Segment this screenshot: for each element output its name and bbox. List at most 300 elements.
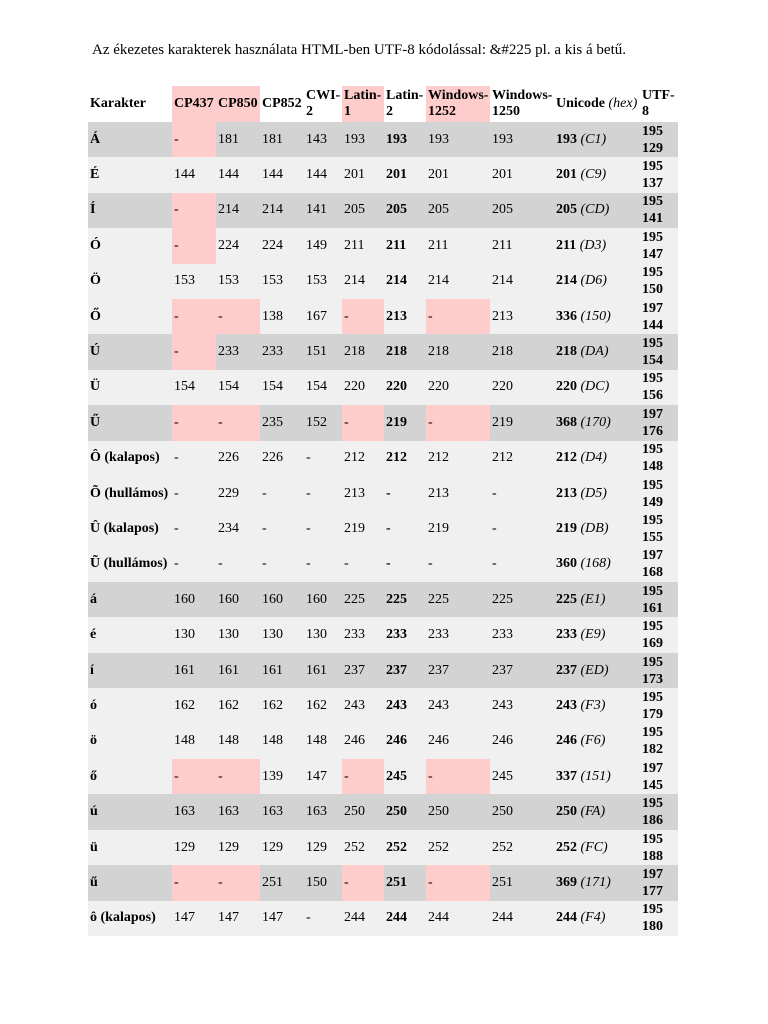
utf8-byte-2: 148 (642, 459, 663, 475)
latin1-cell: - (342, 759, 384, 794)
windows1250-cell: 245 (490, 759, 554, 794)
latin2-cell: - (384, 511, 426, 546)
cp437-cell: - (172, 228, 216, 263)
utf8-byte-1: 195 (642, 442, 663, 458)
utf8-cell (640, 830, 678, 865)
table-row (88, 264, 678, 299)
header-unicode (554, 86, 640, 122)
windows1250-cell: - (490, 547, 554, 582)
table-row (88, 193, 678, 228)
cp852-cell: - (260, 547, 304, 582)
unicode-cell (554, 901, 640, 936)
utf8-byte-1: 195 (642, 796, 663, 812)
cp437-cell: - (172, 476, 216, 511)
windows1250-cell: 213 (490, 299, 554, 334)
utf8-byte-1: 195 (642, 512, 663, 528)
utf8-cell (640, 759, 678, 794)
latin1-cell: 218 (342, 334, 384, 369)
utf8-cell (640, 617, 678, 652)
header-cp437: CP437 (172, 86, 216, 122)
cp437-cell: 144 (172, 157, 216, 192)
unicode-decimal: 201 (556, 167, 577, 183)
windows1252-cell: 213 (426, 476, 490, 511)
utf8-byte-1: 195 (642, 654, 663, 670)
latin1-cell: 244 (342, 901, 384, 936)
windows1250-cell: 220 (490, 370, 554, 405)
cp850-cell: 129 (216, 830, 260, 865)
cp850-cell: - (216, 299, 260, 334)
cp850-cell: 214 (216, 193, 260, 228)
cwi2-cell: 129 (304, 830, 342, 865)
utf8-cell (640, 724, 678, 759)
cp852-cell: - (260, 476, 304, 511)
windows1252-cell: - (426, 547, 490, 582)
cwi2-cell: 151 (304, 334, 342, 369)
cp437-cell: 161 (172, 653, 216, 688)
utf8-cell (640, 441, 678, 476)
latin2-cell: 213 (384, 299, 426, 334)
windows1250-cell: 205 (490, 193, 554, 228)
latin2-cell: 201 (384, 157, 426, 192)
windows1250-cell: 243 (490, 688, 554, 723)
cp852-cell: 129 (260, 830, 304, 865)
unicode-hex: (DC) (580, 379, 610, 395)
cp850-cell: 148 (216, 724, 260, 759)
latin2-cell: 212 (384, 441, 426, 476)
cp852-cell: 163 (260, 794, 304, 829)
utf8-cell (640, 193, 678, 228)
cp850-cell: 224 (216, 228, 260, 263)
character-cell: ô (kalapos) (88, 901, 172, 936)
latin1-cell: 243 (342, 688, 384, 723)
table-row (88, 547, 678, 582)
unicode-hex: (150) (580, 308, 611, 324)
utf8-byte-1: 195 (642, 371, 663, 387)
utf8-byte-2: 156 (642, 388, 663, 404)
unicode-decimal: 225 (556, 591, 577, 607)
table-row (88, 122, 678, 157)
cp852-cell: 162 (260, 688, 304, 723)
unicode-hex: (FC) (580, 839, 608, 855)
utf8-byte-2: 179 (642, 706, 663, 722)
utf8-cell (640, 901, 678, 936)
unicode-decimal: 237 (556, 662, 577, 678)
cp852-cell: 226 (260, 441, 304, 476)
cp850-cell: - (216, 759, 260, 794)
cp850-cell: 234 (216, 511, 260, 546)
cp852-cell: 138 (260, 299, 304, 334)
character-cell: Ũ (hullámos) (88, 547, 172, 582)
cp850-cell: 162 (216, 688, 260, 723)
cp437-cell: 154 (172, 370, 216, 405)
unicode-hex: (CD) (580, 202, 610, 218)
latin1-cell: 214 (342, 264, 384, 299)
table-row (88, 511, 678, 546)
utf8-byte-2: 144 (642, 317, 663, 333)
windows1252-cell: 219 (426, 511, 490, 546)
latin1-cell: 201 (342, 157, 384, 192)
cp437-cell: - (172, 193, 216, 228)
table-row (88, 228, 678, 263)
header-utf8: UTF-8 (642, 88, 675, 119)
windows1250-cell: 252 (490, 830, 554, 865)
character-cell: Ű (88, 405, 172, 440)
table-row (88, 653, 678, 688)
table-row (88, 405, 678, 440)
utf8-byte-2: 182 (642, 742, 663, 758)
windows1252-cell: 218 (426, 334, 490, 369)
unicode-cell (554, 157, 640, 192)
cp437-cell: - (172, 405, 216, 440)
utf8-byte-2: 169 (642, 636, 663, 652)
unicode-cell (554, 582, 640, 617)
unicode-cell (554, 653, 640, 688)
unicode-cell (554, 688, 640, 723)
windows1250-cell: 218 (490, 334, 554, 369)
windows1252-cell: 233 (426, 617, 490, 652)
utf8-byte-1: 197 (642, 866, 663, 882)
header-cwi2: CWI-2 (306, 88, 341, 119)
unicode-cell (554, 405, 640, 440)
utf8-cell (640, 228, 678, 263)
unicode-decimal: 213 (556, 485, 577, 501)
utf8-byte-2: 180 (642, 919, 663, 935)
cp852-cell: 148 (260, 724, 304, 759)
unicode-hex: (170) (580, 414, 611, 430)
table-row (88, 476, 678, 511)
unicode-decimal: 212 (556, 450, 577, 466)
cp850-cell: 229 (216, 476, 260, 511)
cwi2-cell: 160 (304, 582, 342, 617)
cp437-cell: 153 (172, 264, 216, 299)
windows1250-cell: 219 (490, 405, 554, 440)
cp437-cell: - (172, 122, 216, 157)
latin2-cell: 220 (384, 370, 426, 405)
cp852-cell: 251 (260, 865, 304, 900)
latin2-cell: 225 (384, 582, 426, 617)
cp852-cell: 154 (260, 370, 304, 405)
cwi2-cell: 150 (304, 865, 342, 900)
cp852-cell: 144 (260, 157, 304, 192)
unicode-decimal: 360 (556, 556, 577, 572)
utf8-byte-1: 197 (642, 300, 663, 316)
unicode-decimal: 252 (556, 839, 577, 855)
utf8-byte-1: 195 (642, 725, 663, 741)
utf8-byte-1: 195 (642, 583, 663, 599)
unicode-cell (554, 865, 640, 900)
unicode-hex: (E9) (580, 627, 606, 643)
cp852-cell: - (260, 511, 304, 546)
windows1250-cell: 211 (490, 228, 554, 263)
cp850-cell: 160 (216, 582, 260, 617)
encoding-table (88, 86, 678, 936)
unicode-decimal: 219 (556, 520, 577, 536)
character-cell: Ú (88, 334, 172, 369)
unicode-hex: (D6) (580, 273, 607, 289)
cp852-cell: 233 (260, 334, 304, 369)
latin1-cell: 233 (342, 617, 384, 652)
unicode-cell (554, 228, 640, 263)
utf8-cell (640, 653, 678, 688)
utf8-byte-1: 197 (642, 760, 663, 776)
unicode-decimal: 368 (556, 414, 577, 430)
header-windows1250: Windows-1250 (492, 88, 553, 119)
windows1250-cell: 251 (490, 865, 554, 900)
latin1-cell: 246 (342, 724, 384, 759)
windows1252-cell: 193 (426, 122, 490, 157)
utf8-byte-2: 147 (642, 246, 663, 262)
latin1-cell: - (342, 865, 384, 900)
utf8-byte-1: 195 (642, 689, 663, 705)
latin2-cell: - (384, 547, 426, 582)
utf8-byte-2: 186 (642, 813, 663, 829)
windows1252-cell: 250 (426, 794, 490, 829)
cp437-cell: 160 (172, 582, 216, 617)
latin2-cell: 211 (384, 228, 426, 263)
utf8-byte-1: 195 (642, 336, 663, 352)
utf8-byte-2: 150 (642, 282, 663, 298)
windows1252-cell: 212 (426, 441, 490, 476)
header-cp850: CP850 (216, 86, 260, 122)
utf8-byte-2: 188 (642, 848, 663, 864)
header-row (88, 86, 678, 122)
cp437-cell: 147 (172, 901, 216, 936)
cp852-cell: 130 (260, 617, 304, 652)
unicode-decimal: 220 (556, 379, 577, 395)
unicode-decimal: 218 (556, 344, 577, 360)
utf8-byte-2: 155 (642, 529, 663, 545)
windows1250-cell: 244 (490, 901, 554, 936)
cp850-cell: - (216, 865, 260, 900)
table-row (88, 759, 678, 794)
latin1-cell: 213 (342, 476, 384, 511)
utf8-byte-1: 197 (642, 406, 663, 422)
latin1-cell: 250 (342, 794, 384, 829)
character-cell: Ő (88, 299, 172, 334)
unicode-hex: (FA) (580, 804, 606, 820)
unicode-cell (554, 370, 640, 405)
cwi2-cell: 154 (304, 370, 342, 405)
unicode-cell (554, 511, 640, 546)
cp437-cell: - (172, 441, 216, 476)
cp852-cell: 139 (260, 759, 304, 794)
utf8-cell (640, 405, 678, 440)
unicode-hex: (C1) (580, 131, 607, 147)
latin2-cell: 219 (384, 405, 426, 440)
unicode-cell (554, 441, 640, 476)
windows1250-cell: 193 (490, 122, 554, 157)
character-cell: Á (88, 122, 172, 157)
cp852-cell: 161 (260, 653, 304, 688)
cwi2-cell: 149 (304, 228, 342, 263)
character-cell: Û (kalapos) (88, 511, 172, 546)
utf8-byte-1: 195 (642, 619, 663, 635)
table-row (88, 830, 678, 865)
latin2-cell: 193 (384, 122, 426, 157)
utf8-cell (640, 794, 678, 829)
character-cell: é (88, 617, 172, 652)
latin2-cell: 243 (384, 688, 426, 723)
header-unicode-label: Unicode (556, 96, 605, 111)
latin2-cell: 245 (384, 759, 426, 794)
unicode-hex: (D3) (579, 237, 607, 253)
latin1-cell: 193 (342, 122, 384, 157)
unicode-hex: (168) (580, 556, 611, 572)
windows1252-cell: 243 (426, 688, 490, 723)
table-row (88, 901, 678, 936)
cp437-cell: 129 (172, 830, 216, 865)
cwi2-cell: 143 (304, 122, 342, 157)
character-cell: Ó (88, 228, 172, 263)
utf8-cell (640, 688, 678, 723)
utf8-byte-1: 195 (642, 831, 663, 847)
unicode-hex: (151) (580, 768, 611, 784)
unicode-cell (554, 617, 640, 652)
unicode-decimal: 205 (556, 202, 577, 218)
unicode-decimal: 336 (556, 308, 577, 324)
windows1252-cell: 220 (426, 370, 490, 405)
utf8-byte-1: 195 (642, 477, 663, 493)
unicode-decimal: 244 (556, 910, 577, 926)
cp437-cell: 163 (172, 794, 216, 829)
character-cell: Ô (kalapos) (88, 441, 172, 476)
cp850-cell: 147 (216, 901, 260, 936)
table-row (88, 157, 678, 192)
utf8-byte-2: 141 (642, 211, 663, 227)
cp850-cell: - (216, 405, 260, 440)
cp437-cell: - (172, 511, 216, 546)
cp850-cell: 233 (216, 334, 260, 369)
cwi2-cell: - (304, 511, 342, 546)
unicode-decimal: 337 (556, 768, 577, 784)
cwi2-cell: 163 (304, 794, 342, 829)
utf8-cell (640, 476, 678, 511)
windows1252-cell: 244 (426, 901, 490, 936)
unicode-decimal: 214 (556, 273, 577, 289)
character-cell: Ö (88, 264, 172, 299)
header-latin2: Latin-2 (386, 88, 424, 119)
table-row (88, 441, 678, 476)
utf8-byte-1: 195 (642, 265, 663, 281)
latin1-cell: 211 (342, 228, 384, 263)
windows1250-cell: 225 (490, 582, 554, 617)
latin1-cell: - (342, 405, 384, 440)
latin1-cell: - (342, 547, 384, 582)
utf8-byte-2: 161 (642, 600, 663, 616)
table-row (88, 299, 678, 334)
windows1250-cell: - (490, 511, 554, 546)
unicode-hex: (DB) (580, 520, 609, 536)
utf8-byte-2: 129 (642, 140, 663, 156)
cp852-cell: 181 (260, 122, 304, 157)
cp437-cell: - (172, 759, 216, 794)
latin2-cell: 250 (384, 794, 426, 829)
utf8-byte-1: 195 (642, 123, 663, 139)
unicode-decimal: 250 (556, 804, 577, 820)
latin2-cell: 246 (384, 724, 426, 759)
utf8-cell (640, 122, 678, 157)
table-row (88, 370, 678, 405)
character-cell: í (88, 653, 172, 688)
utf8-byte-1: 197 (642, 548, 663, 564)
unicode-cell (554, 794, 640, 829)
unicode-cell (554, 334, 640, 369)
windows1252-cell: 237 (426, 653, 490, 688)
header-latin1: Latin-1 (342, 86, 384, 122)
unicode-cell (554, 193, 640, 228)
table-row (88, 334, 678, 369)
latin1-cell: 219 (342, 511, 384, 546)
windows1250-cell: 250 (490, 794, 554, 829)
cwi2-cell: 167 (304, 299, 342, 334)
windows1252-cell: 214 (426, 264, 490, 299)
unicode-cell (554, 759, 640, 794)
cp437-cell: - (172, 865, 216, 900)
unicode-decimal: 193 (556, 131, 577, 147)
windows1252-cell: 246 (426, 724, 490, 759)
unicode-hex: (F6) (580, 733, 606, 749)
cp850-cell: 144 (216, 157, 260, 192)
latin1-cell: 205 (342, 193, 384, 228)
character-cell: Í (88, 193, 172, 228)
utf8-byte-2: 149 (642, 494, 663, 510)
cwi2-cell: 147 (304, 759, 342, 794)
header-cp852: CP852 (262, 96, 302, 111)
utf8-byte-1: 195 (642, 902, 663, 918)
cp852-cell: 214 (260, 193, 304, 228)
table-row (88, 582, 678, 617)
unicode-hex: (F4) (580, 910, 606, 926)
utf8-byte-2: 176 (642, 423, 663, 439)
latin1-cell: 220 (342, 370, 384, 405)
latin2-cell: - (384, 476, 426, 511)
header-karakter: Karakter (90, 96, 146, 111)
table-row (88, 724, 678, 759)
cp850-cell: 130 (216, 617, 260, 652)
unicode-cell (554, 830, 640, 865)
character-cell: ő (88, 759, 172, 794)
cp437-cell: 148 (172, 724, 216, 759)
cwi2-cell: 162 (304, 688, 342, 723)
unicode-hex: (C9) (580, 167, 607, 183)
utf8-cell (640, 865, 678, 900)
table-row (88, 617, 678, 652)
utf8-byte-2: 154 (642, 353, 663, 369)
cp852-cell: 153 (260, 264, 304, 299)
unicode-cell (554, 122, 640, 157)
cp852-cell: 160 (260, 582, 304, 617)
utf8-byte-1: 195 (642, 229, 663, 245)
utf8-byte-1: 195 (642, 159, 663, 175)
character-cell: ó (88, 688, 172, 723)
unicode-decimal: 369 (556, 874, 577, 890)
cwi2-cell: 144 (304, 157, 342, 192)
character-cell: É (88, 157, 172, 192)
character-cell: ü (88, 830, 172, 865)
cp437-cell: - (172, 299, 216, 334)
cwi2-cell: 130 (304, 617, 342, 652)
cwi2-cell: - (304, 547, 342, 582)
unicode-hex: (E1) (580, 591, 606, 607)
cp850-cell: - (216, 547, 260, 582)
cp437-cell: - (172, 334, 216, 369)
cp852-cell: 147 (260, 901, 304, 936)
windows1252-cell: 252 (426, 830, 490, 865)
unicode-hex: (D5) (580, 485, 607, 501)
utf8-cell (640, 582, 678, 617)
cwi2-cell: - (304, 476, 342, 511)
cp850-cell: 226 (216, 441, 260, 476)
